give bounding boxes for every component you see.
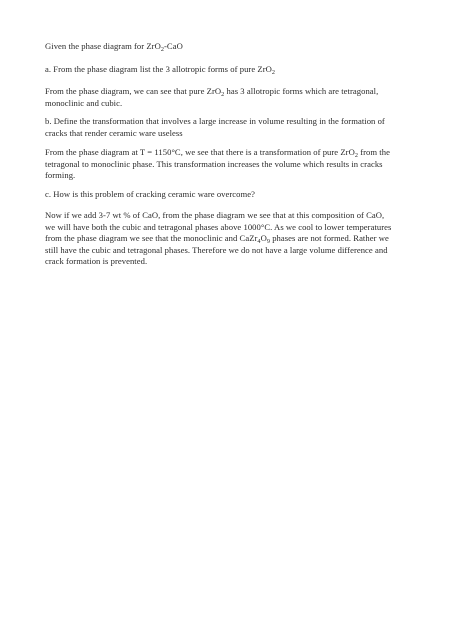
answer-c-text-3: from the phase diagram we see that the monoclinic and CaZr [45, 233, 258, 243]
answer-b [45, 147, 440, 182]
question-a-text: a. From the phase diagram list the 3 allotropic forms of pure ZrO [45, 64, 272, 74]
document-title [45, 41, 440, 53]
answer-b-line-2: tetragonal to monoclinic phase. This transformation increases the volume which results in cracks [45, 158, 383, 169]
answer-c-line-2: we will have both the cubic and tetragonal phases above 1000°C. As we cool to lower temperatures [45, 221, 392, 232]
answer-a-text-1b: has 3 allotropic forms which are tetragonal, [224, 86, 379, 96]
question-a [45, 64, 440, 76]
answer-c-line-3 [45, 233, 440, 245]
question-b-line-1: b. Define the transformation that involves a large increase in volume resulting in the formation of [45, 116, 385, 126]
question-c-line-1: c. How is this problem of cracking ceramic ware overcome? [45, 189, 255, 199]
title-suffix: -CaO [164, 41, 183, 51]
title-line [45, 41, 440, 53]
question-a-subscript: 2 [271, 68, 276, 76]
question-b [45, 116, 440, 139]
answer-b-line-3: forming. [45, 170, 76, 180]
question-a-line [45, 64, 440, 76]
answer-b-line-1 [45, 147, 440, 159]
answer-c-subscript-1: 4 [257, 237, 261, 245]
answer-c-subscript-2: 9 [266, 237, 270, 245]
answer-c-text-3c: phases are not formed. Rather we [270, 233, 389, 243]
answer-c-text-3b: O [260, 233, 267, 243]
answer-a-subscript: 2 [221, 90, 225, 98]
answer-b-subscript: 2 [354, 151, 358, 159]
question-c [45, 189, 440, 201]
answer-a-text-1: From the phase diagram, we can see that pure ZrO [45, 86, 222, 96]
answer-c [45, 210, 440, 268]
answer-a-line-2: monoclinic and cubic. [45, 97, 123, 108]
title-subscript: 2 [160, 45, 165, 53]
answer-b-text-1: From the phase diagram at T = 1150°C, we see that there is a transformation of pure ZrO [45, 147, 355, 157]
answer-b-text-1b: from the [358, 147, 390, 157]
answer-a-line-1 [45, 86, 440, 98]
answer-c-line-5: crack formation is prevented. [45, 256, 148, 266]
title-text: Given the phase diagram for ZrO [45, 41, 161, 51]
answer-c-line-4: still have the cubic and tetragonal phases. Therefore we do not have a large volume difference and [45, 244, 388, 255]
answer-c-line-1: Now if we add 3-7 wt % of CaO, from the phase diagram we see that at this composition of CaO, [45, 210, 385, 220]
answer-a [45, 86, 440, 109]
question-b-line-2: cracks that render ceramic ware useless [45, 127, 183, 138]
